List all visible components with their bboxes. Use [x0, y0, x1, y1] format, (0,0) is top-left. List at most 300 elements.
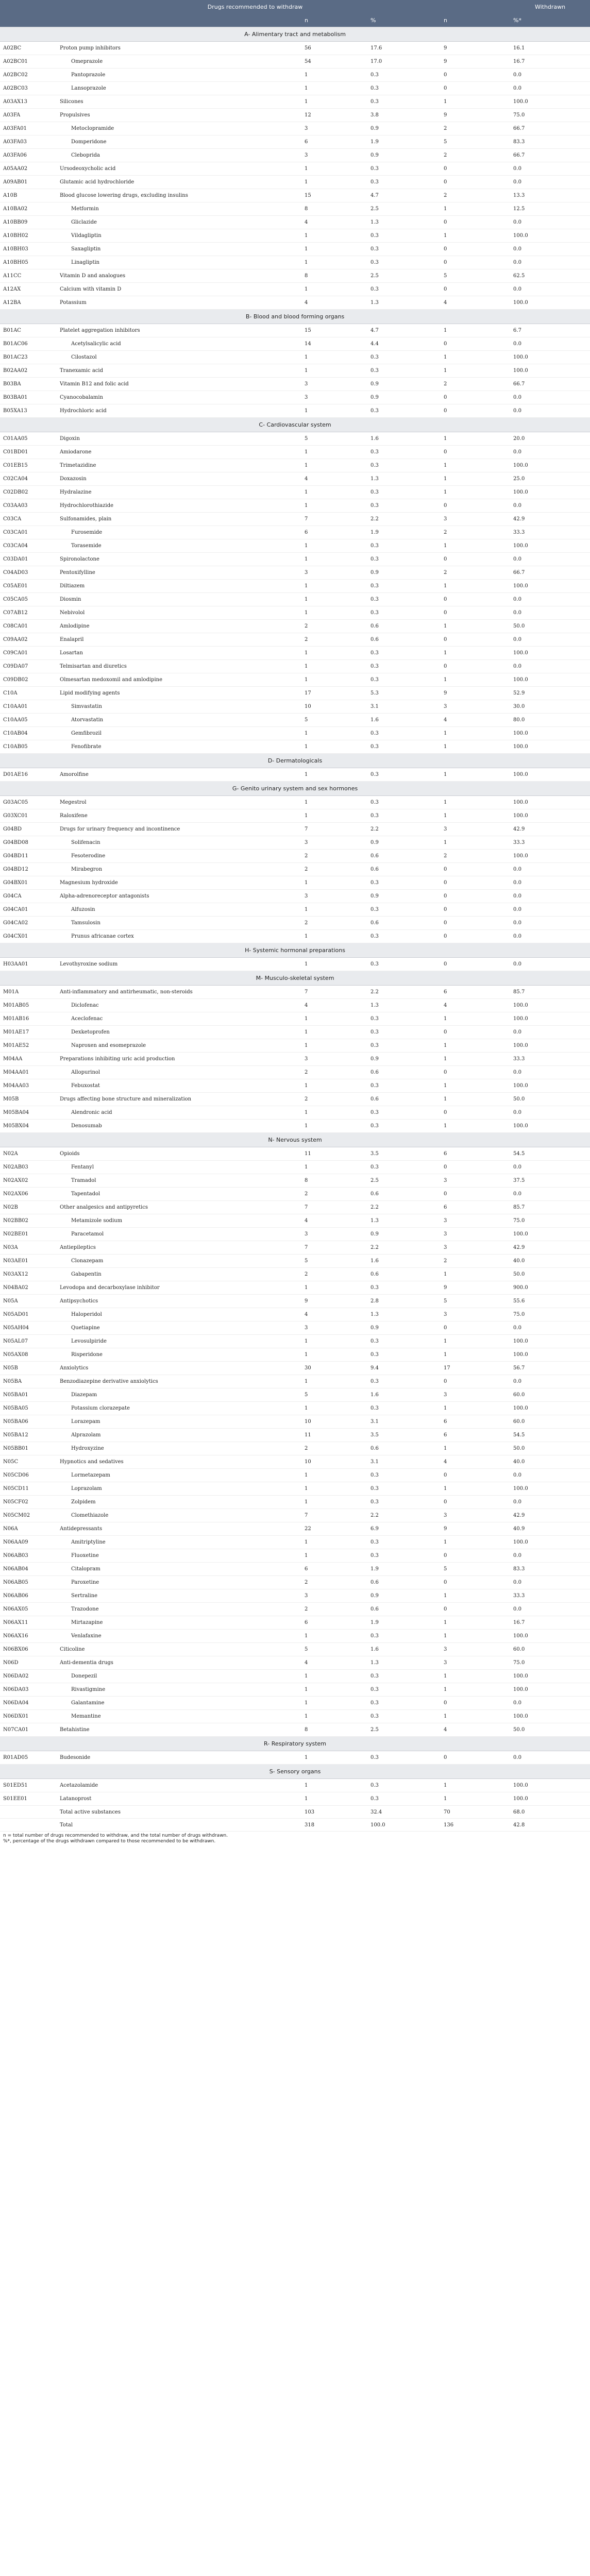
withdrawn-percent: 75.0 — [510, 1214, 590, 1228]
withdrawn-count: 0 — [441, 863, 510, 876]
recommended-count: 10 — [301, 1415, 367, 1429]
withdrawn-percent: 0.0 — [510, 606, 590, 620]
withdrawn-count: 1 — [441, 1335, 510, 1348]
recommended-count: 1 — [301, 1482, 367, 1496]
recommended-percent: 2.2 — [367, 513, 441, 526]
table-row — [0, 122, 590, 135]
recommended-count: 1 — [301, 1670, 367, 1683]
recommended-count: 1 — [301, 673, 367, 687]
recommended-count: 54 — [301, 55, 367, 69]
drug-name: Betahistine — [57, 1723, 301, 1737]
recommended-count: 8 — [301, 202, 367, 216]
recommended-percent: 0.3 — [367, 740, 441, 754]
section-title: D- Dermatologicals — [0, 754, 590, 768]
table-row — [0, 1188, 590, 1201]
withdrawn-percent: 100.0 — [510, 539, 590, 553]
drug-name: Blood glucose lowering drugs, excluding insulins — [57, 189, 301, 202]
table-row — [0, 472, 590, 486]
table-row — [0, 1402, 590, 1415]
withdrawn-count: 0 — [441, 1161, 510, 1174]
atc-code: N05C — [0, 1455, 57, 1469]
atc-code: N06DA04 — [0, 1697, 57, 1710]
withdrawn-count: 0 — [441, 1469, 510, 1482]
recommended-percent: 0.3 — [367, 553, 441, 566]
table-row — [0, 1779, 590, 1792]
atc-code: M05BA04 — [0, 1106, 57, 1120]
recommended-percent: 0.3 — [367, 1710, 441, 1723]
withdrawn-count: 0 — [441, 917, 510, 930]
table-row — [0, 1616, 590, 1630]
recommended-percent: 0.6 — [367, 1268, 441, 1281]
withdrawn-percent: 12.5 — [510, 202, 590, 216]
recommended-percent: 0.3 — [367, 95, 441, 109]
table-row — [0, 1268, 590, 1281]
recommended-count: 1 — [301, 1161, 367, 1174]
table-row — [0, 513, 590, 526]
withdrawn-count: 0 — [441, 446, 510, 459]
atc-code: M04AA — [0, 1053, 57, 1066]
recommended-count: 17 — [301, 687, 367, 700]
recommended-percent: 0.3 — [367, 958, 441, 971]
table-row — [0, 768, 590, 782]
recommended-percent: 1.3 — [367, 999, 441, 1012]
table-row — [0, 1563, 590, 1576]
total-label: Total — [57, 1819, 301, 1832]
atc-code: C08CA01 — [0, 620, 57, 633]
recommended-percent: 0.6 — [367, 633, 441, 647]
recommended-percent: 0.3 — [367, 229, 441, 243]
recommended-percent: 2.5 — [367, 202, 441, 216]
drug-name: Preparations inhibiting uric acid production — [57, 1053, 301, 1066]
drug-name: Hydrochlorothiazide — [57, 499, 301, 513]
recommended-count: 2 — [301, 1268, 367, 1281]
withdrawn-count: 6 — [441, 1201, 510, 1214]
recommended-count: 1 — [301, 580, 367, 593]
atc-code: N06DX01 — [0, 1710, 57, 1723]
recommended-count: 6 — [301, 526, 367, 539]
table-row — [0, 1281, 590, 1295]
withdrawn-count: 2 — [441, 526, 510, 539]
drug-name: Cleboprida — [57, 149, 301, 162]
section-header — [0, 1737, 590, 1751]
withdrawn-percent: 0.0 — [510, 162, 590, 176]
atc-code: M01AB05 — [0, 999, 57, 1012]
table-row — [0, 1308, 590, 1321]
withdrawn-percent: 0.0 — [510, 593, 590, 606]
withdrawn-percent: 6.7 — [510, 324, 590, 337]
withdrawn-percent: 100.0 — [510, 1079, 590, 1093]
withdrawn-percent: 42.9 — [510, 1509, 590, 1522]
withdrawn-percent: 75.0 — [510, 109, 590, 122]
atc-code: A02BC — [0, 42, 57, 55]
recommended-percent: 1.9 — [367, 526, 441, 539]
atc-code: N05CM02 — [0, 1509, 57, 1522]
atc-code: M05B — [0, 1093, 57, 1106]
withdrawn-percent: 0.0 — [510, 876, 590, 890]
withdrawn-count: 1 — [441, 324, 510, 337]
table-row — [0, 647, 590, 660]
drug-name: Levodopa and decarboxylase inhibitor — [57, 1281, 301, 1295]
recommended-percent: 0.3 — [367, 1026, 441, 1039]
section-title: R- Respiratory system — [0, 1737, 590, 1751]
withdrawn-count: 6 — [441, 986, 510, 999]
withdrawn-percent: 0.0 — [510, 1321, 590, 1335]
recommended-percent: 0.9 — [367, 836, 441, 850]
table-row — [0, 850, 590, 863]
atc-code: A11CC — [0, 269, 57, 283]
withdrawn-percent: 25.0 — [510, 472, 590, 486]
withdrawn-percent: 100.0 — [510, 351, 590, 364]
recommended-count: 22 — [301, 1522, 367, 1536]
withdrawn-count: 1 — [441, 647, 510, 660]
drug-name: Dexketoprofen — [57, 1026, 301, 1039]
recommended-count: 9 — [301, 1295, 367, 1308]
withdrawn-count: 0 — [441, 176, 510, 189]
recommended-percent: 2.8 — [367, 1295, 441, 1308]
atc-code: B01AC23 — [0, 351, 57, 364]
withdrawn-percent: 37.5 — [510, 1174, 590, 1188]
table-row — [0, 1026, 590, 1039]
drug-name: Hydralazine — [57, 486, 301, 499]
recommended-percent: 0.3 — [367, 1496, 441, 1509]
withdrawn-percent: 0.0 — [510, 216, 590, 229]
drug-name: Antiepileptics — [57, 1241, 301, 1255]
drug-name: Sertraline — [57, 1589, 301, 1603]
withdrawn-count: 3 — [441, 700, 510, 714]
drug-name: Tranexamic acid — [57, 364, 301, 378]
atc-code: G03XC01 — [0, 809, 57, 823]
table-row — [0, 216, 590, 229]
withdrawn-percent: 100.0 — [510, 1335, 590, 1348]
recommended-percent: 0.3 — [367, 1792, 441, 1806]
recommended-percent: 100.0 — [367, 1819, 441, 1832]
recommended-count: 1 — [301, 1026, 367, 1039]
withdrawn-percent: 68.0 — [510, 1806, 590, 1819]
recommended-count: 1 — [301, 796, 367, 809]
drug-name: Sulfonamides, plain — [57, 513, 301, 526]
withdrawn-count: 17 — [441, 1362, 510, 1375]
withdrawn-percent: 0.0 — [510, 633, 590, 647]
withdrawn-count: 1 — [441, 472, 510, 486]
drug-name: Opioids — [57, 1147, 301, 1161]
table-row — [0, 351, 590, 364]
atc-code: N05AH04 — [0, 1321, 57, 1335]
withdrawn-percent: 100.0 — [510, 1348, 590, 1362]
recommended-percent: 0.6 — [367, 863, 441, 876]
withdrawn-count: 9 — [441, 109, 510, 122]
withdrawn-count: 0 — [441, 1066, 510, 1079]
recommended-count: 3 — [301, 1321, 367, 1335]
drug-name: Calcium with vitamin D — [57, 283, 301, 296]
withdrawn-count: 4 — [441, 1723, 510, 1737]
withdrawn-count: 1 — [441, 95, 510, 109]
withdrawn-percent: 50.0 — [510, 620, 590, 633]
table-row — [0, 69, 590, 82]
recommended-count: 5 — [301, 432, 367, 446]
atc-code: M04AA01 — [0, 1066, 57, 1079]
withdrawn-percent: 0.0 — [510, 1697, 590, 1710]
atc-code: A02BC01 — [0, 55, 57, 69]
section-header — [0, 310, 590, 324]
drug-name: Lorazepam — [57, 1415, 301, 1429]
drug-name: Alendronic acid — [57, 1106, 301, 1120]
table-row — [0, 796, 590, 809]
withdrawn-percent: 0.0 — [510, 446, 590, 459]
drug-name: Galantamine — [57, 1697, 301, 1710]
recommended-percent: 6.9 — [367, 1522, 441, 1536]
drug-name: Tapentadol — [57, 1188, 301, 1201]
withdrawn-percent: 100.0 — [510, 999, 590, 1012]
table-row — [0, 1683, 590, 1697]
withdrawn-count: 9 — [441, 1281, 510, 1295]
withdrawn-count: 0 — [441, 1106, 510, 1120]
withdrawn-percent: 0.0 — [510, 1549, 590, 1563]
recommended-percent: 0.9 — [367, 1228, 441, 1241]
withdrawn-count: 0 — [441, 1026, 510, 1039]
withdrawn-percent: 0.0 — [510, 1066, 590, 1079]
drug-name: Potassium — [57, 296, 301, 310]
table-row — [0, 1066, 590, 1079]
atc-code: N06DA03 — [0, 1683, 57, 1697]
recommended-count: 1 — [301, 1106, 367, 1120]
drug-name: Loprazolam — [57, 1482, 301, 1496]
recommended-percent: 0.6 — [367, 850, 441, 863]
drug-name: Metamizole sodium — [57, 1214, 301, 1228]
recommended-count: 4 — [301, 1308, 367, 1321]
drug-name: Clonazepam — [57, 1255, 301, 1268]
table-row — [0, 283, 590, 296]
atc-code: R01AD05 — [0, 1751, 57, 1765]
atc-code: C09DA07 — [0, 660, 57, 673]
recommended-count: 3 — [301, 378, 367, 391]
recommended-count: 1 — [301, 1792, 367, 1806]
recommended-count: 1 — [301, 1469, 367, 1482]
drug-name: Paracetamol — [57, 1228, 301, 1241]
recommended-percent: 0.3 — [367, 1670, 441, 1683]
drug-name: Allopurinol — [57, 1066, 301, 1079]
atc-code: C03CA — [0, 513, 57, 526]
table-row — [0, 1348, 590, 1362]
table-row — [0, 727, 590, 740]
atc-code: C10AA05 — [0, 714, 57, 727]
recommended-count: 4 — [301, 1656, 367, 1670]
atc-code: C03CA01 — [0, 526, 57, 539]
section-title: M- Musculo-skeletal system — [0, 971, 590, 986]
recommended-count: 7 — [301, 1509, 367, 1522]
section-title: C- Cardiovascular system — [0, 418, 590, 432]
drug-name: Propulsives — [57, 109, 301, 122]
drug-name: Pentoxifylline — [57, 566, 301, 580]
withdrawn-count: 0 — [441, 499, 510, 513]
recommended-count: 318 — [301, 1819, 367, 1832]
withdrawn-count: 3 — [441, 1174, 510, 1188]
recommended-count: 1 — [301, 1375, 367, 1388]
withdrawn-count: 1 — [441, 1268, 510, 1281]
atc-code: A03FA — [0, 109, 57, 122]
recommended-count: 1 — [301, 404, 367, 418]
atc-code: N03AE01 — [0, 1255, 57, 1268]
atc-code: C01EB15 — [0, 459, 57, 472]
drug-name: Metoclopramide — [57, 122, 301, 135]
withdrawn-percent: 100.0 — [510, 727, 590, 740]
recommended-count: 1 — [301, 82, 367, 95]
table-row — [0, 553, 590, 566]
atc-code: C10A — [0, 687, 57, 700]
recommended-percent: 1.3 — [367, 1214, 441, 1228]
table-row — [0, 714, 590, 727]
recommended-count: 7 — [301, 986, 367, 999]
table-row — [0, 1147, 590, 1161]
recommended-count: 7 — [301, 823, 367, 836]
recommended-count: 1 — [301, 1039, 367, 1053]
recommended-percent: 0.3 — [367, 364, 441, 378]
drug-name: Tamsulosin — [57, 917, 301, 930]
section-header — [0, 943, 590, 958]
withdrawn-count: 0 — [441, 216, 510, 229]
recommended-percent: 4.7 — [367, 189, 441, 202]
table-row — [0, 1079, 590, 1093]
atc-code: A10BH02 — [0, 229, 57, 243]
recommended-count: 56 — [301, 42, 367, 55]
drug-name: Pantoprazole — [57, 69, 301, 82]
table-body — [0, 27, 590, 1832]
drug-name: Haloperidol — [57, 1308, 301, 1321]
withdrawn-percent: 0.0 — [510, 243, 590, 256]
recommended-count: 1 — [301, 69, 367, 82]
withdrawn-percent: 100.0 — [510, 459, 590, 472]
withdrawn-count: 1 — [441, 486, 510, 499]
withdrawn-count: 1 — [441, 1670, 510, 1683]
recommended-percent: 0.9 — [367, 391, 441, 404]
withdrawn-percent: 54.5 — [510, 1429, 590, 1442]
drug-name: Antipsychotics — [57, 1295, 301, 1308]
withdrawn-percent: 100.0 — [510, 1482, 590, 1496]
recommended-count: 2 — [301, 1576, 367, 1589]
table-row — [0, 660, 590, 673]
withdrawn-percent: 100.0 — [510, 1536, 590, 1549]
atc-code: D01AE16 — [0, 768, 57, 782]
atc-code: N06A — [0, 1522, 57, 1536]
recommended-percent: 0.3 — [367, 69, 441, 82]
withdrawn-count: 0 — [441, 930, 510, 943]
withdrawn-percent: 100.0 — [510, 486, 590, 499]
withdrawn-percent: 100.0 — [510, 364, 590, 378]
table-row — [0, 324, 590, 337]
drug-name: Lansoprazole — [57, 82, 301, 95]
atc-code: N02A — [0, 1147, 57, 1161]
recommended-percent: 0.3 — [367, 283, 441, 296]
recommended-percent: 0.9 — [367, 566, 441, 580]
atc-code: S01ED51 — [0, 1779, 57, 1792]
drug-name: Glutamic acid hydrochloride — [57, 176, 301, 189]
table-row — [0, 55, 590, 69]
recommended-percent: 1.3 — [367, 216, 441, 229]
table-row — [0, 1295, 590, 1308]
atc-code: A03FA06 — [0, 149, 57, 162]
atc-code: A03AX13 — [0, 95, 57, 109]
recommended-percent: 0.6 — [367, 1188, 441, 1201]
recommended-percent: 1.3 — [367, 1308, 441, 1321]
table-row — [0, 1039, 590, 1053]
withdrawn-count: 1 — [441, 1079, 510, 1093]
recommended-percent: 2.2 — [367, 1509, 441, 1522]
atc-code: N05CD11 — [0, 1482, 57, 1496]
withdrawn-percent: 100.0 — [510, 850, 590, 863]
recommended-percent: 0.3 — [367, 768, 441, 782]
recommended-percent: 2.2 — [367, 1201, 441, 1214]
table-row — [0, 740, 590, 754]
atc-code: B01AC — [0, 324, 57, 337]
atc-code: G04BD12 — [0, 863, 57, 876]
drug-name: Gabapentin — [57, 1268, 301, 1281]
drug-name: Torasemide — [57, 539, 301, 553]
section-title: N- Nervous system — [0, 1133, 590, 1147]
recommended-percent: 4.4 — [367, 337, 441, 351]
withdrawn-percent: 100.0 — [510, 95, 590, 109]
withdrawn-count: 6 — [441, 1429, 510, 1442]
drug-name: Platelet aggregation inhibitors — [57, 324, 301, 337]
table-row — [0, 890, 590, 903]
table-row — [0, 269, 590, 283]
table-footnotes — [0, 1832, 590, 1846]
withdrawn-count: 1 — [441, 202, 510, 216]
withdrawn-percent: 85.7 — [510, 986, 590, 999]
recommended-percent: 0.3 — [367, 486, 441, 499]
table-row — [0, 1161, 590, 1174]
recommended-count: 7 — [301, 1201, 367, 1214]
withdrawn-percent: 100.0 — [510, 1670, 590, 1683]
recommended-percent: 3.1 — [367, 1455, 441, 1469]
table-row — [0, 633, 590, 647]
drug-name: Hydrochloric acid — [57, 404, 301, 418]
recommended-percent: 2.2 — [367, 1241, 441, 1255]
table-row — [0, 1321, 590, 1335]
withdrawn-percent: 0.0 — [510, 863, 590, 876]
recommended-count: 1 — [301, 903, 367, 917]
drug-name: Gliclazide — [57, 216, 301, 229]
atc-code: C03DA01 — [0, 553, 57, 566]
withdrawn-count: 9 — [441, 55, 510, 69]
recommended-count: 3 — [301, 1053, 367, 1066]
recommended-percent: 0.6 — [367, 917, 441, 930]
drug-name: Amlodipine — [57, 620, 301, 633]
withdrawn-count: 3 — [441, 1241, 510, 1255]
drug-name: Memantine — [57, 1710, 301, 1723]
table-row — [0, 1335, 590, 1348]
withdrawn-count: 3 — [441, 1388, 510, 1402]
recommended-percent: 0.3 — [367, 1012, 441, 1026]
withdrawn-percent: 40.0 — [510, 1455, 590, 1469]
atc-code: B02AA02 — [0, 364, 57, 378]
withdrawn-count: 1 — [441, 673, 510, 687]
table-row — [0, 1469, 590, 1482]
recommended-count: 1 — [301, 606, 367, 620]
atc-code: N06AB03 — [0, 1549, 57, 1563]
table-row — [0, 1670, 590, 1683]
table-row — [0, 836, 590, 850]
recommended-count: 6 — [301, 1616, 367, 1630]
withdrawn-percent: 60.0 — [510, 1415, 590, 1429]
table-row — [0, 82, 590, 95]
withdrawn-percent: 0.0 — [510, 1161, 590, 1174]
table-row — [0, 176, 590, 189]
withdrawn-count: 1 — [441, 351, 510, 364]
atc-code: N07CA01 — [0, 1723, 57, 1737]
table-row — [0, 1362, 590, 1375]
recommended-count: 3 — [301, 566, 367, 580]
recommended-count: 2 — [301, 1442, 367, 1455]
withdrawn-count: 1 — [441, 1120, 510, 1133]
